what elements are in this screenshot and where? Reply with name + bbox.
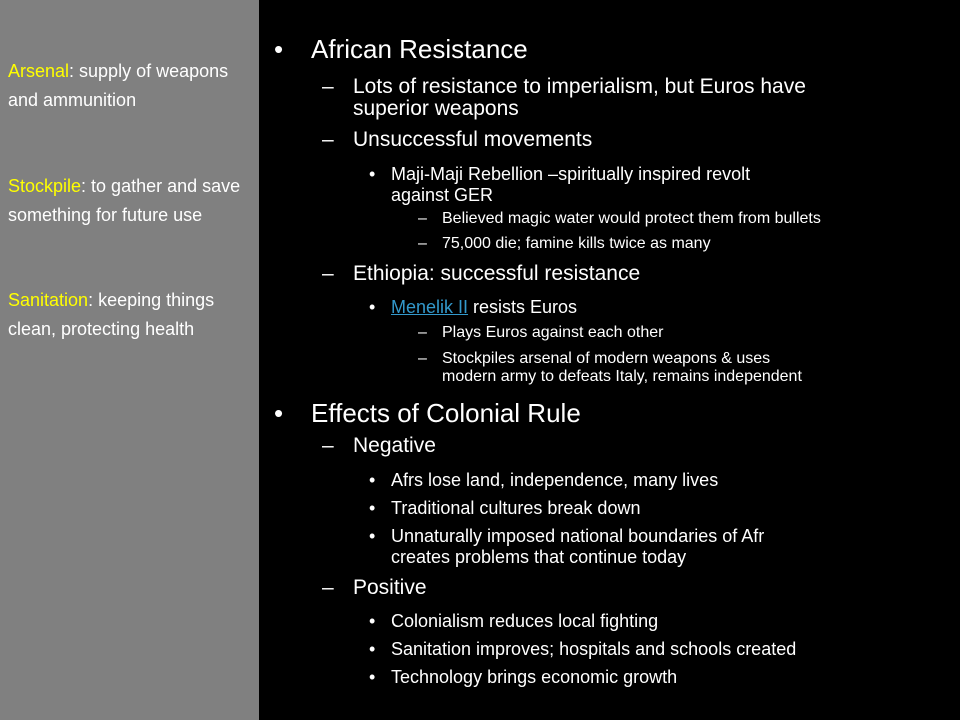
- bullet-marker: •: [369, 164, 376, 184]
- item-text: Colonialism reduces local fighting: [391, 611, 659, 631]
- heading-text: Effects of Colonial Rule: [311, 398, 581, 428]
- detail-text: Stockpiles arsenal of modern weapons & uses: [442, 350, 771, 367]
- dash-marker: –: [418, 350, 427, 367]
- maji-maji-text-cont: against GER: [391, 185, 494, 205]
- subheading-text: Unsuccessful movements: [353, 128, 593, 151]
- dash-marker: –: [322, 262, 334, 285]
- menelik-link[interactable]: Menelik II: [391, 297, 469, 317]
- dash-marker: –: [418, 324, 427, 341]
- item-text: Sanitation improves; hospitals and schools created: [391, 639, 797, 659]
- glossary-term: Stockpile: [8, 176, 82, 196]
- bullet-marker: •: [274, 34, 284, 64]
- subheading-text: Negative: [353, 434, 436, 457]
- glossary-term: Arsenal: [8, 61, 70, 81]
- glossary-definition: : supply of weapons and ammunition: [8, 61, 229, 110]
- item-text: Traditional cultures break down: [391, 498, 641, 518]
- bullet-marker: •: [369, 297, 376, 317]
- bullet-marker: •: [369, 498, 376, 518]
- bullet-marker: •: [369, 526, 376, 546]
- glossary-term: Sanitation: [8, 290, 89, 310]
- glossary-sidebar: [0, 0, 262, 720]
- bullet-marker: •: [369, 639, 376, 659]
- overview-text-cont: superior weapons: [353, 97, 519, 120]
- item-text: Unnaturally imposed national boundaries of Afr: [391, 526, 765, 546]
- item-text: Afrs lose land, independence, many lives: [391, 470, 719, 490]
- detail-text: Plays Euros against each other: [442, 324, 664, 341]
- dash-marker: –: [418, 235, 427, 252]
- subheading-text: Ethiopia: successful resistance: [353, 262, 641, 285]
- overview-text: Lots of resistance to imperialism, but Euros have: [353, 75, 806, 98]
- glossary-entry-arsenal: [8, 57, 243, 115]
- glossary-definition: : to gather and save something for future use: [8, 176, 241, 225]
- detail-text: Believed magic water would protect them from bullets: [442, 210, 821, 227]
- glossary-definition: : keeping things clean, protecting health: [8, 290, 215, 339]
- bullet-marker: •: [369, 611, 376, 631]
- dash-marker: –: [322, 576, 334, 599]
- bullet-marker: •: [369, 470, 376, 490]
- detail-text-cont: modern army to defeats Italy, remains independent: [442, 368, 802, 385]
- menelik-rest: resists Euros: [468, 297, 578, 317]
- glossary-entry-stockpile: [8, 172, 243, 230]
- item-text-cont: creates problems that continue today: [391, 547, 687, 567]
- maji-maji-text: Maji-Maji Rebellion –spiritually inspired revolt: [391, 164, 751, 184]
- detail-text: 75,000 die; famine kills twice as many: [442, 235, 711, 252]
- item-text: Technology brings economic growth: [391, 667, 678, 687]
- dash-marker: –: [322, 128, 334, 151]
- menelik-text: [391, 296, 577, 318]
- glossary-entry-sanitation: [8, 286, 243, 344]
- bullet-marker: •: [369, 667, 376, 687]
- slide-content: [262, 0, 960, 720]
- heading-text: African Resistance: [311, 34, 528, 64]
- dash-marker: –: [322, 434, 334, 457]
- bullet-marker: •: [274, 398, 284, 428]
- dash-marker: –: [418, 210, 427, 227]
- dash-marker: –: [322, 75, 334, 98]
- subheading-text: Positive: [353, 576, 427, 599]
